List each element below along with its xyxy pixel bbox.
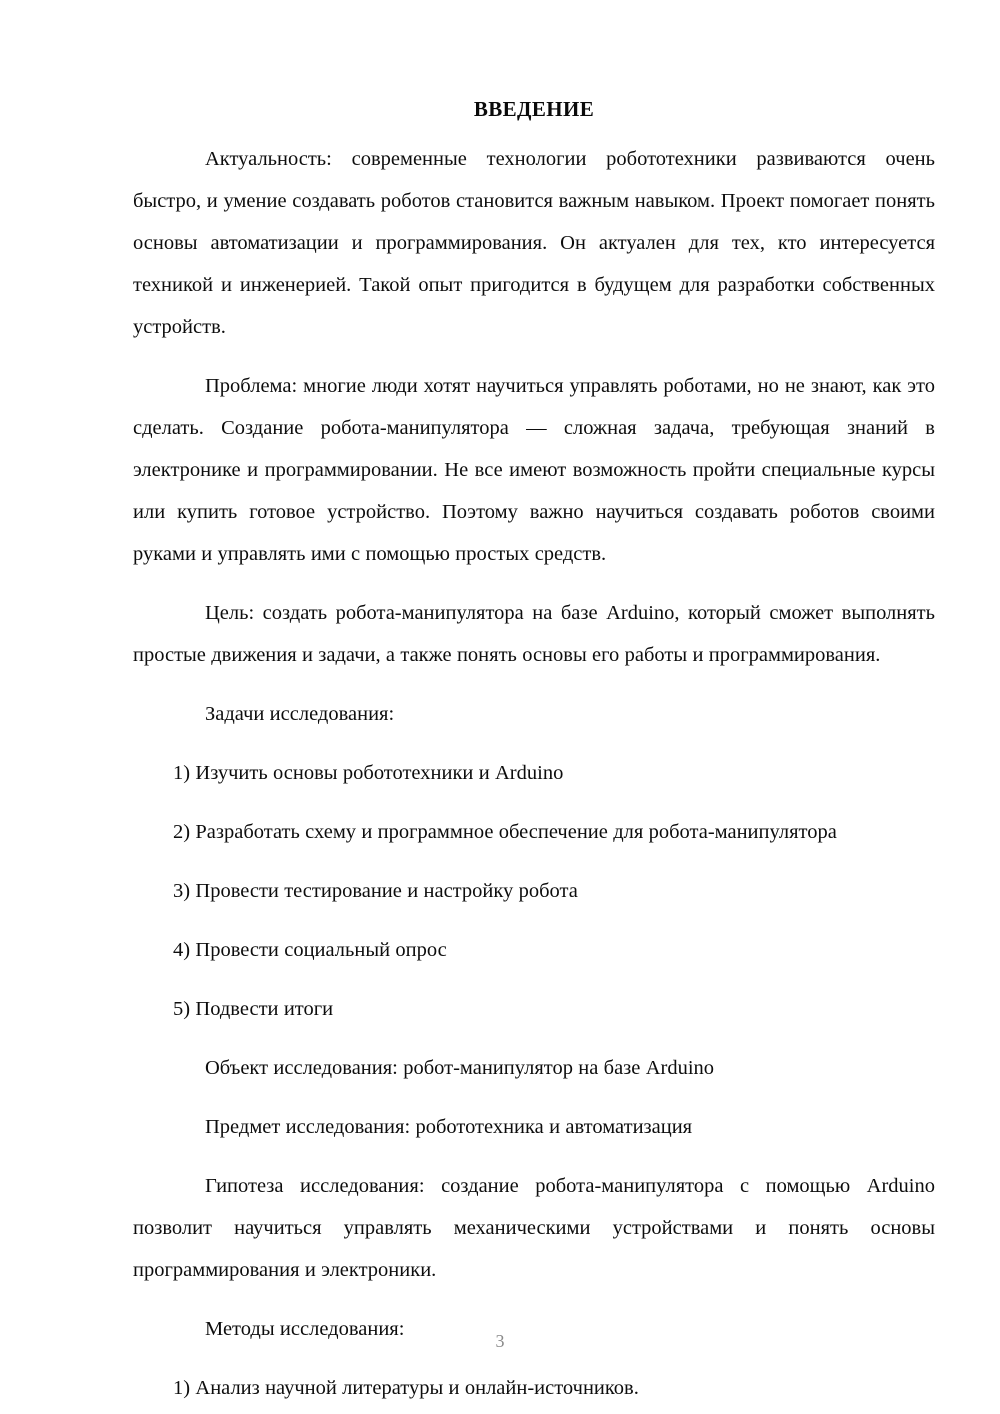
task-item-5: 5) Подвести итоги [173, 998, 334, 1021]
tasks-heading: Задачи исследования: [205, 703, 395, 726]
task-item-3: 3) Провести тестирование и настройку робота [173, 880, 578, 903]
paragraph-problem: Проблема: многие люди хотят научиться управлять роботами, но не знают, как это сделать. Создание робота-манипулятора — сложная задача, требующая знаний в электронике и программировании. Не все имеют возможность пройти специальные курсы или купить готовое устройство. Поэтому важно научиться создавать роботов своими руками и управлять ими с помощью простых средств. [133, 375, 935, 566]
paragraph-object-of-research: Объект исследования: робот-манипулятор на базе Arduino [205, 1057, 715, 1080]
paragraph-relevance: Актуальность: современные технологии робототехники развиваются очень быстро, и умение создавать роботов становится важным навыком. Проект помогает понять основы автоматизации и программирования. Он актуален для тех, кто интересуется техникой и инженерией. Такой опыт пригодится в будущем для разработки собственных устройств. [133, 148, 935, 339]
task-item-1: 1) Изучить основы робототехники и Arduino [173, 762, 564, 785]
page-number: 3 [495, 1331, 505, 1351]
task-item-4: 4) Провести социальный опрос [173, 939, 447, 962]
method-item-1: 1) Анализ научной литературы и онлайн-источников. [173, 1377, 639, 1400]
task-item-2: 2) Разработать схему и программное обеспечение для робота-манипулятора [173, 821, 837, 844]
paragraph-subject-of-research: Предмет исследования: робототехника и автоматизация [205, 1116, 693, 1139]
document-content [133, 0, 935, 1409]
methods-heading: Методы исследования: [205, 1318, 405, 1341]
paragraph-hypothesis: Гипотеза исследования: создание робота-манипулятора с помощью Arduino позволит научиться управлять механическими устройствами и понять основы программирования и электроники. [133, 1175, 935, 1282]
page-title: ВВЕДЕНИЕ [473, 97, 595, 121]
paragraph-goal: Цель: создать робота-манипулятора на базе Arduino, который сможет выполнять простые движения и задачи, а также понять основы его работы и программирования. [133, 602, 935, 667]
